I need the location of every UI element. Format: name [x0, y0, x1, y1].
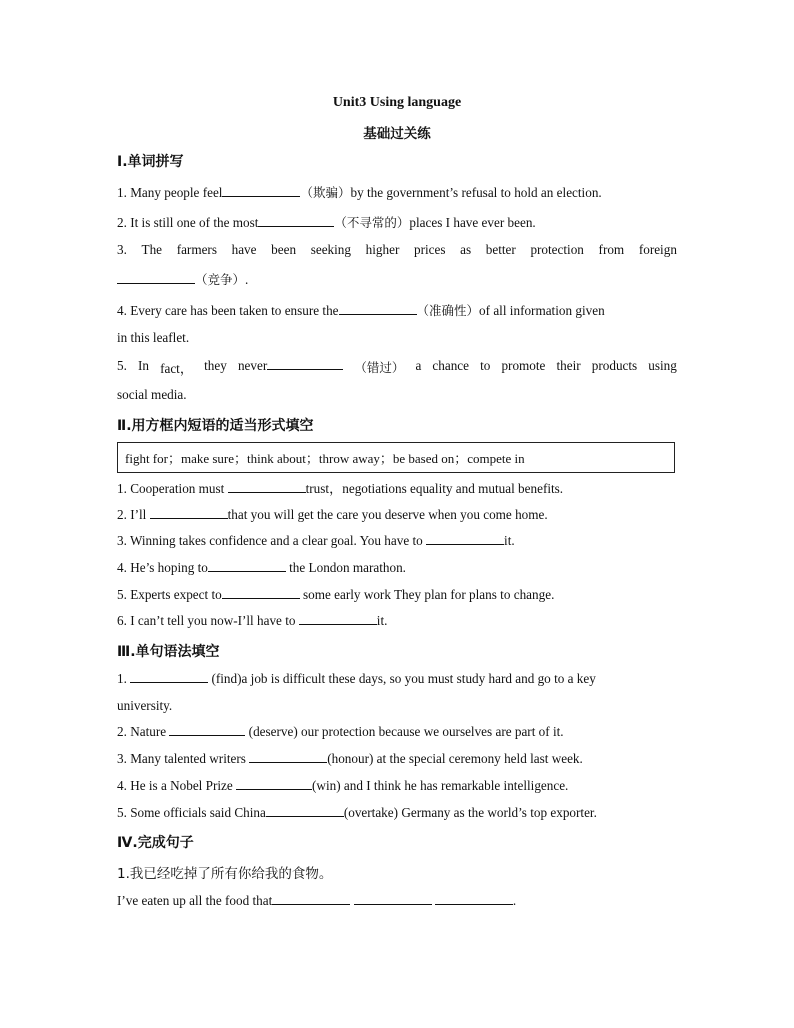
- page-title: Unit3 Using language: [332, 95, 462, 110]
- question-4-1-english: I’ve eaten up all the food that .: [117, 893, 517, 908]
- answer-blank[interactable]: [267, 358, 343, 370]
- answer-blank[interactable]: [435, 893, 513, 905]
- answer-blank[interactable]: [208, 560, 286, 572]
- answer-blank[interactable]: [169, 724, 245, 736]
- question-2-5: 5. Experts expect to some early work They plan for plans to change.: [117, 587, 555, 602]
- question-1-4: 4. Every care has been taken to ensure the （准确性）of all information given: [117, 303, 605, 318]
- answer-blank[interactable]: [249, 751, 327, 763]
- question-1-5: 5. In fact， they never （错过） a chance to promote their products using: [117, 358, 677, 376]
- question-1-1: 1. Many people feel （欺骗）by the government’s refusal to hold an election.: [117, 185, 602, 200]
- answer-blank[interactable]: [272, 893, 350, 905]
- question-2-1: 1. Cooperation must trust，negotiations equality and mutual benefits.: [117, 481, 564, 496]
- question-1-3-cont: （竞争）.: [117, 270, 677, 288]
- answer-blank[interactable]: [117, 272, 195, 284]
- page-subtitle: 基础过关练: [363, 126, 431, 142]
- question-2-3: 3. Winning takes confidence and a clear goal. You have to it.: [117, 533, 515, 548]
- answer-blank[interactable]: [339, 303, 417, 315]
- question-2-4: 4. He’s hoping to the London marathon.: [117, 560, 406, 575]
- answer-blank[interactable]: [426, 533, 504, 545]
- question-4-1-chinese: 1.我已经吃掉了所有你给我的食物。: [117, 866, 333, 882]
- answer-blank[interactable]: [130, 671, 208, 683]
- phrase-list: fight for；make sure；think about；throw away；be based on；compete in: [125, 451, 525, 466]
- phrase-box: [117, 442, 675, 473]
- answer-blank[interactable]: [258, 215, 334, 227]
- question-1-5-cont: social media.: [117, 387, 187, 402]
- question-3-3: 3. Many talented writers (honour) at the special ceremony held last week.: [117, 751, 583, 766]
- section-heading-complete-sentences: Ⅳ.完成句子: [117, 835, 194, 851]
- question-3-2: 2. Nature (deserve) our protection because we ourselves are part of it.: [117, 724, 564, 739]
- answer-blank[interactable]: [266, 805, 344, 817]
- question-2-2: 2. I’ll that you will get the care you deserve when you come home.: [117, 507, 548, 522]
- answer-blank[interactable]: [150, 507, 228, 519]
- question-1-3: 3. The farmers have been seeking higher prices as better protection from foreign: [117, 242, 677, 257]
- question-3-1-cont: university.: [117, 698, 173, 713]
- question-3-4: 4. He is a Nobel Prize (win) and I think he has remarkable intelligence.: [117, 778, 569, 793]
- answer-blank[interactable]: [236, 778, 312, 790]
- section-heading-phrases: Ⅱ.用方框内短语的适当形式填空: [117, 418, 314, 434]
- section-heading-grammar: Ⅲ.单句语法填空: [117, 644, 220, 660]
- answer-blank[interactable]: [299, 613, 377, 625]
- question-3-1: 1. (find)a job is difficult these days, so you must study hard and go to a key: [117, 671, 596, 686]
- section-heading-spelling: Ⅰ.单词拼写: [117, 154, 184, 170]
- question-3-5: 5. Some officials said China (overtake) Germany as the world’s top exporter.: [117, 805, 597, 820]
- question-1-4-cont: in this leaflet.: [117, 330, 190, 345]
- answer-blank[interactable]: [222, 185, 300, 197]
- question-1-2: 2. It is still one of the most （不寻常的）places I have ever been.: [117, 215, 536, 230]
- answer-blank[interactable]: [228, 481, 306, 493]
- answer-blank[interactable]: [354, 893, 432, 905]
- answer-blank[interactable]: [222, 587, 300, 599]
- question-2-6: 6. I can’t tell you now-I’ll have to it.: [117, 613, 388, 628]
